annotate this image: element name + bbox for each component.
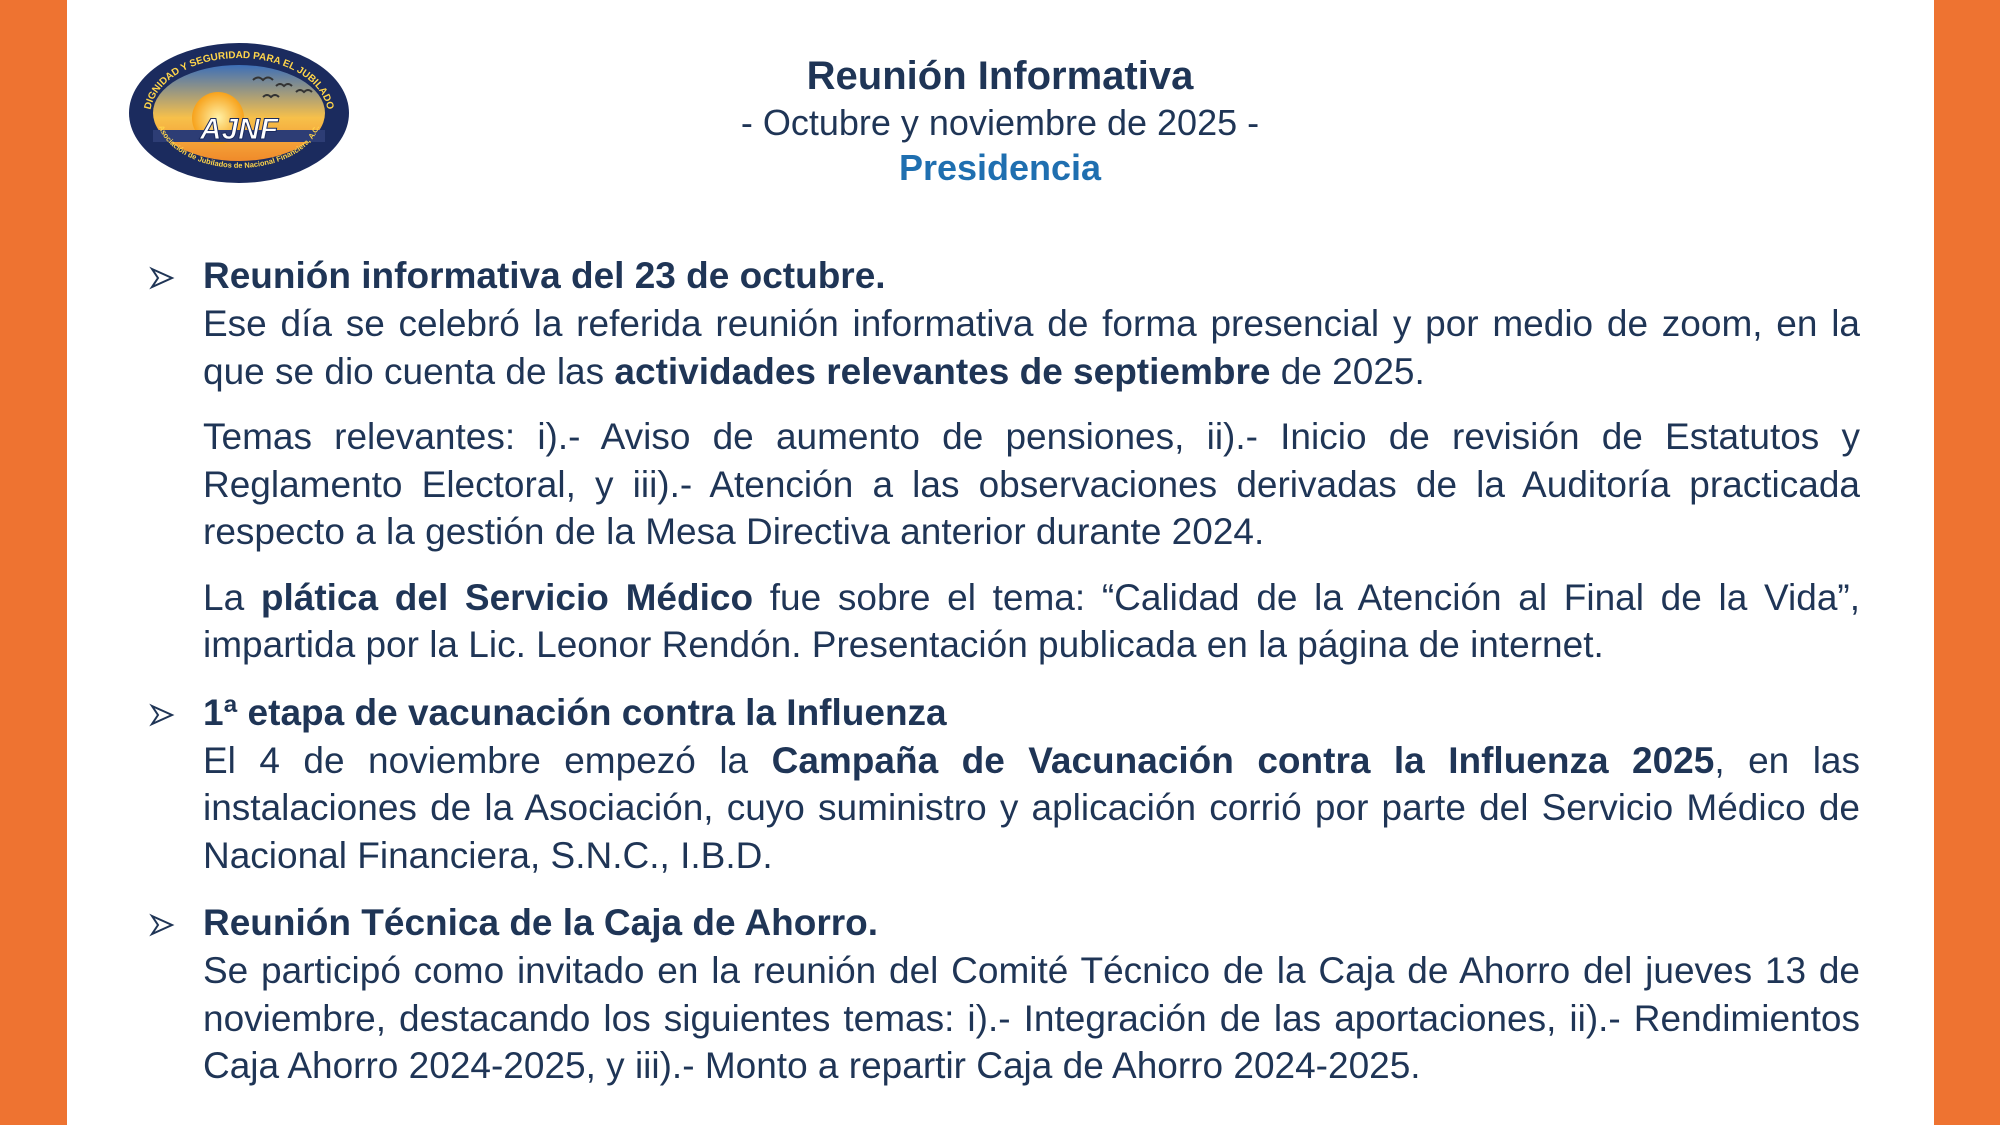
- section-paragraph: Ese día se celebró la referida reunión informativa de forma presencial y por medio de zoom, en la que se dio cuenta de las actividades relevantes de septiembre de 2025.: [203, 303, 1860, 392]
- svg-text:DIGNIDAD Y SEGURIDAD PARA EL J: DIGNIDAD Y SEGURIDAD PARA EL JUBILADO: [142, 49, 336, 111]
- section-reunion-informativa: [148, 252, 1860, 669]
- arrow-bullet-icon: [148, 911, 176, 939]
- section-vacunacion: [148, 689, 1860, 880]
- content-body: [148, 252, 1860, 1090]
- section-caja-ahorro: [148, 899, 1860, 1090]
- page-subtitle: - Octubre y noviembre de 2025 -: [740, 102, 1260, 143]
- page-title: Reunión Informativa: [806, 54, 1194, 98]
- section-heading: Reunión Técnica de la Caja de Ahorro.: [203, 902, 879, 943]
- page-header: [500, 52, 1500, 190]
- department-label: Presidencia: [898, 147, 1102, 188]
- section-heading: Reunión informativa del 23 de octubre.: [203, 255, 886, 296]
- section-paragraph: La plática del Servicio Médico fue sobre el tema: “Calidad de la Atención al Final de la Vida”, impartida por la Lic. Leonor Rendón. Presentación publicada en la página de internet.: [203, 576, 1861, 665]
- section-paragraph: Temas relevantes: i).- Aviso de aumento de pensiones, ii).- Inicio de revisión de Estatutos y Reglamento Electoral, y iii).- Atención a las observaciones derivadas de la Auditoría practicada respecto a la gestión de la Mesa Directiva anterior durante 2024.: [203, 416, 1860, 552]
- section-paragraph: El 4 de noviembre empezó la Campaña de Vacunación contra la Influenza 2025, en las instalaciones de la Asociación, cuyo suministro y aplicación corrió por parte del Servicio Médico de Nacional Financiera, S.N.C., I.B.D.: [203, 739, 1860, 876]
- svg-text:Asociación de Jubilados de Nac: Asociación de Jubilados de Nacional Financiera, A.C.: [156, 123, 322, 170]
- logo-acronym: AJNF: [199, 113, 279, 146]
- section-paragraph: Se participó como invitado en la reunión del Comité Técnico de la Caja de Ahorro del jueves 13 de noviembre, destacando los siguientes temas: i).- Integración de las aportaciones, ii).- Rendimientos Caja Ahorro 2024-2025, y iii).- Monto a repartir Caja de Ahorro 2024-2025.: [203, 950, 1860, 1086]
- section-heading: 1ª etapa de vacunación contra la Influenza: [203, 691, 947, 733]
- arrow-bullet-icon: [148, 264, 176, 292]
- right-orange-bar: [1934, 0, 2000, 1125]
- left-orange-bar: [0, 0, 67, 1125]
- ajnf-logo: [128, 42, 350, 184]
- arrow-bullet-icon: [148, 701, 176, 729]
